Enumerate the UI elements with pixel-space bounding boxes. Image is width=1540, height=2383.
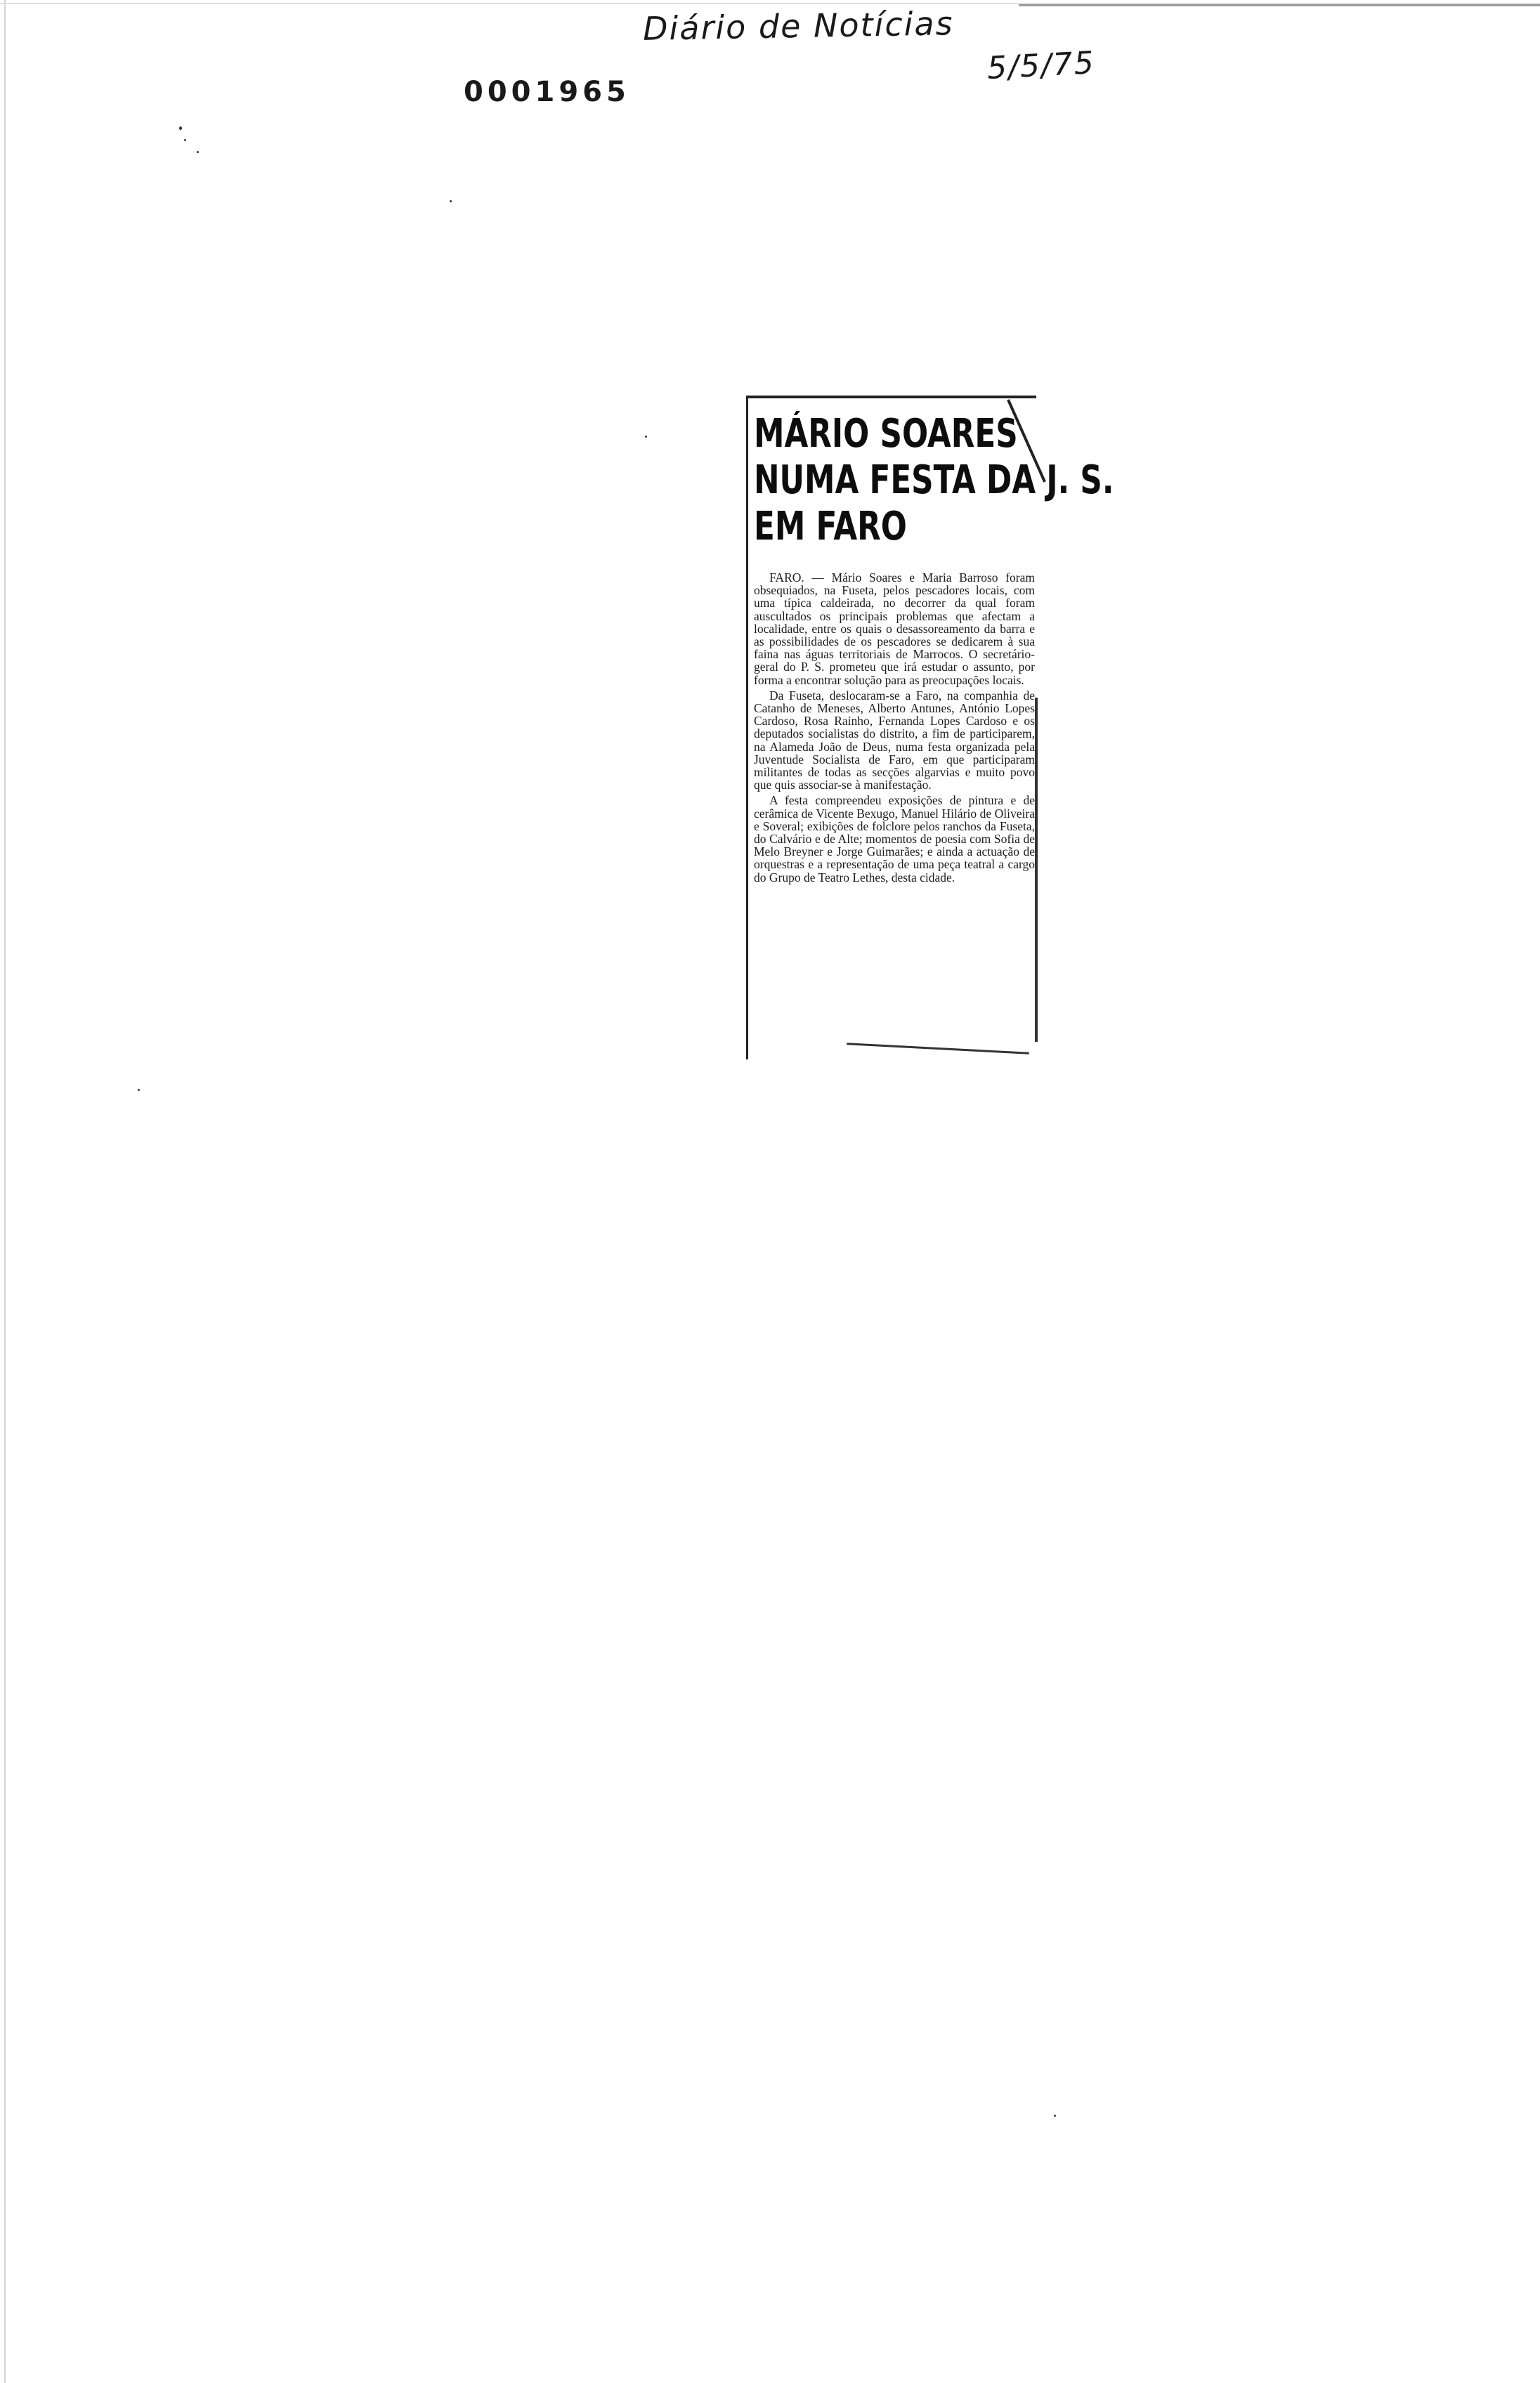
handwritten-source: Diário de Notícias: [642, 4, 955, 48]
article-paragraph: A festa compreendeu exposições de pintura e de cerâmica de Vicente Bexugo, Manuel Hilário de Oliveira e Soveral; exibições de folclore pelos ranchos da Fuseta, do Calvário e de Alte; momentos de poesia com Sofia de Melo Breyner e Jorge Guimarães; e ainda a actuação de orquestras e a representação de uma peça teatral a cargo do Grupo de Teatro Lethes, desta cidade.: [754, 793, 1035, 884]
headline-line: EM FARO: [754, 504, 907, 549]
scan-edge-top-dark: [1019, 4, 1540, 6]
scan-speck: [450, 200, 452, 202]
scan-speck: [184, 139, 186, 141]
scan-speck: [645, 436, 647, 438]
headline-line: NUMA FESTA DA J. S.: [754, 457, 1114, 503]
headline-line: MÁRIO SOARES: [754, 411, 1018, 457]
scan-speck: [138, 1089, 140, 1091]
clipping-right-edge: [1035, 698, 1038, 1042]
article-paragraph: FARO. — Mário Soares e Maria Barroso foram obsequiados, na Fuseta, pelos pescadores locais, com uma típica caldeirada, no decorrer da qual foram auscultados os principais problemas que afectam a localidade, entre os quais o desassoreamento da barra e as possibilidades de os pescadores se dedicarem à sua faina nas águas territoriais de Marrocos. O secretário-geral do P. S. prometeu que irá estudar o assunto, por forma a encontrar solução para as preocupações locais.: [754, 570, 1035, 687]
article-body: [754, 571, 1035, 887]
article-headline: [754, 411, 1114, 550]
scan-speck: [179, 126, 182, 130]
newspaper-clipping: [746, 396, 1114, 1059]
handwritten-date: 5/5/75: [986, 45, 1096, 86]
handwritten-reference-number: 0001965: [464, 76, 630, 108]
article-paragraph: Da Fuseta, deslocaram-se a Faro, na companhia de Catanho de Meneses, Alberto Antunes, António Lopes Cardoso, Rosa Rainho, Fernanda Lopes Cardoso e os deputados socialistas do distrito, a fim de participarem, na Alameda João de Deus, numa festa organizada pela Juventude Socialista de Faro, em que participaram militantes de todas as secções algarvias e muito povo que quis associar-se à manifestação.: [754, 688, 1035, 792]
scan-edge-left: [4, 0, 6, 2383]
scan-speck: [197, 151, 199, 153]
scan-speck: [1054, 2115, 1056, 2117]
clipping-top-rule: [748, 396, 1036, 398]
clipping-bottom-edge: [847, 1043, 1029, 1055]
